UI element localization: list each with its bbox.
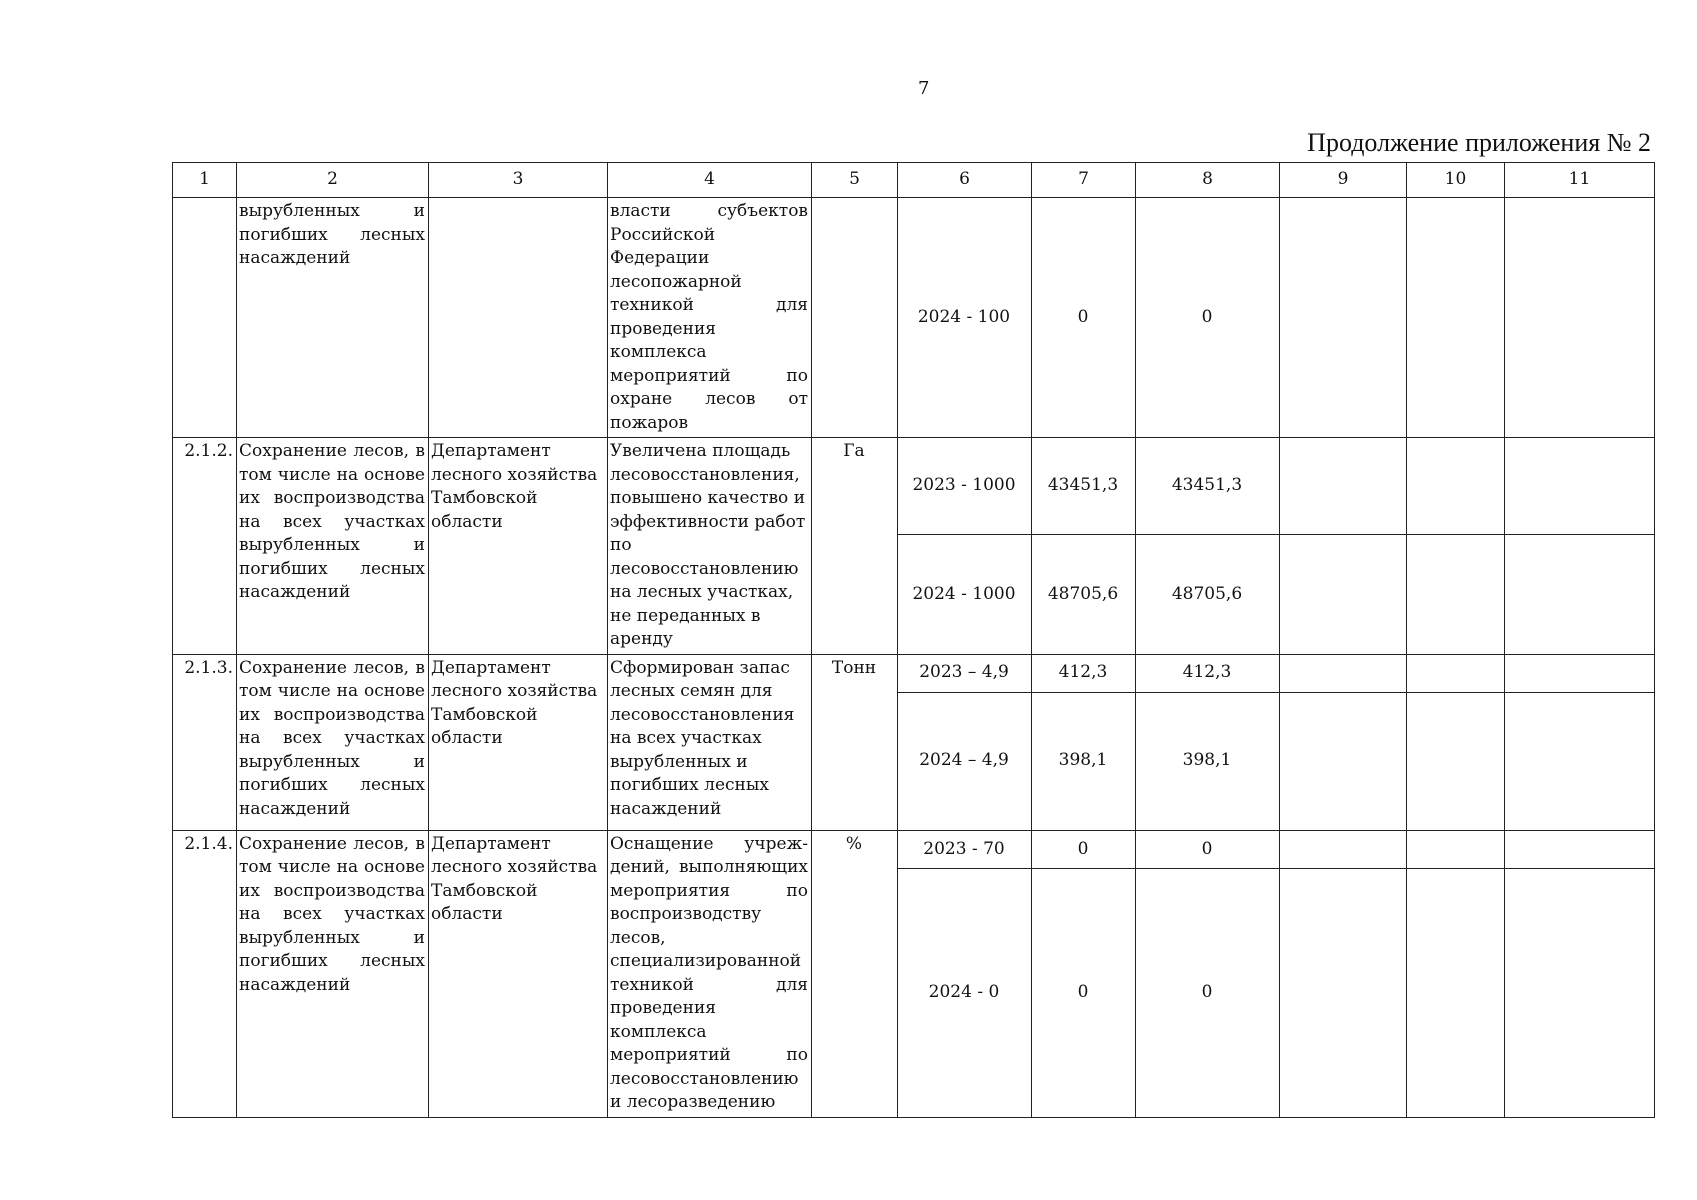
row-col11 bbox=[1505, 535, 1655, 654]
row-col10 bbox=[1407, 869, 1505, 1117]
table-row bbox=[173, 438, 1655, 535]
row-result: Сформирован запас лесных семян для лесовосстановления на всех участках вырубленных и погибших лесных насаждений bbox=[608, 654, 812, 830]
row-col8: 0 bbox=[1136, 869, 1280, 1117]
row-col10 bbox=[1407, 438, 1505, 535]
row-col9 bbox=[1280, 869, 1407, 1117]
row-col7: 0 bbox=[1032, 869, 1136, 1117]
row-col9 bbox=[1280, 654, 1407, 692]
row-col8: 398,1 bbox=[1136, 692, 1280, 830]
row-unit: Тонн bbox=[812, 654, 898, 830]
row-plan: 2023 - 1000 bbox=[898, 438, 1032, 535]
row-col11 bbox=[1505, 692, 1655, 830]
row-executor bbox=[429, 198, 608, 438]
row-unit bbox=[812, 198, 898, 438]
row-result: власти субъектов Российской Федерации лесопожарной техникой для проведения комплекса мероприятий по охране лесов от пожаров bbox=[608, 198, 812, 438]
row-col9 bbox=[1280, 692, 1407, 830]
row-col8: 0 bbox=[1136, 198, 1280, 438]
row-col8: 412,3 bbox=[1136, 654, 1280, 692]
row-col10 bbox=[1407, 654, 1505, 692]
row-result: Увеличена площадь лесовосстановления, повышено качество и эффективности работ по лесовосстановлению на лесных участках, не переданных в аренду bbox=[608, 438, 812, 655]
indicators-table bbox=[172, 162, 1655, 1118]
row-col10 bbox=[1407, 198, 1505, 438]
table-row bbox=[173, 830, 1655, 869]
header-cell: 7 bbox=[1032, 163, 1136, 198]
row-code: 2.1.3. bbox=[173, 654, 237, 830]
row-col9 bbox=[1280, 535, 1407, 654]
row-col7: 48705,6 bbox=[1032, 535, 1136, 654]
header-cell: 2 bbox=[237, 163, 429, 198]
header-cell: 6 bbox=[898, 163, 1032, 198]
header-cell: 3 bbox=[429, 163, 608, 198]
row-col7: 0 bbox=[1032, 830, 1136, 869]
row-code: 2.1.4. bbox=[173, 830, 237, 1117]
row-col10 bbox=[1407, 692, 1505, 830]
header-cell: 10 bbox=[1407, 163, 1505, 198]
header-cell: 4 bbox=[608, 163, 812, 198]
row-col8: 0 bbox=[1136, 830, 1280, 869]
row-unit: % bbox=[812, 830, 898, 1117]
row-col11 bbox=[1505, 830, 1655, 869]
row-col10 bbox=[1407, 535, 1505, 654]
row-name: Сохранение лесов, в том числе на основе их воспроизводства на всех участках вырубленных и погибших лесных насаждений bbox=[237, 830, 429, 1117]
header-cell: 8 bbox=[1136, 163, 1280, 198]
row-col11 bbox=[1505, 198, 1655, 438]
row-col10 bbox=[1407, 830, 1505, 869]
row-plan: 2024 - 0 bbox=[898, 869, 1032, 1117]
appendix-continuation-title: Продолжение приложения № 2 bbox=[1307, 128, 1651, 157]
header-cell: 5 bbox=[812, 163, 898, 198]
header-cell: 9 bbox=[1280, 163, 1407, 198]
row-col9 bbox=[1280, 198, 1407, 438]
row-col7: 398,1 bbox=[1032, 692, 1136, 830]
row-plan: 2024 - 1000 bbox=[898, 535, 1032, 654]
header-cell: 1 bbox=[173, 163, 237, 198]
table-row bbox=[173, 198, 1655, 438]
row-plan: 2023 – 4,9 bbox=[898, 654, 1032, 692]
row-col7: 0 bbox=[1032, 198, 1136, 438]
row-name: вырубленных и погибших лесных насаждений bbox=[237, 198, 429, 438]
header-cell: 11 bbox=[1505, 163, 1655, 198]
row-executor: Департамент лесного хозяйства Тамбовской области bbox=[429, 654, 608, 830]
row-col11 bbox=[1505, 438, 1655, 535]
row-executor: Департамент лесного хозяйства Тамбовской области bbox=[429, 830, 608, 1117]
row-unit: Га bbox=[812, 438, 898, 655]
row-plan: 2023 - 70 bbox=[898, 830, 1032, 869]
page-number: 7 bbox=[918, 78, 930, 99]
row-code: 2.1.2. bbox=[173, 438, 237, 655]
row-col8: 48705,6 bbox=[1136, 535, 1280, 654]
row-name: Сохранение лесов, в том числе на основе их воспроизводства на всех участках вырубленных и погибших лесных насаждений bbox=[237, 438, 429, 655]
row-col7: 412,3 bbox=[1032, 654, 1136, 692]
row-col9 bbox=[1280, 438, 1407, 535]
row-code bbox=[173, 198, 237, 438]
row-plan: 2024 – 4,9 bbox=[898, 692, 1032, 830]
row-executor: Департамент лесного хозяйства Тамбовской области bbox=[429, 438, 608, 655]
row-col7: 43451,3 bbox=[1032, 438, 1136, 535]
row-col11 bbox=[1505, 654, 1655, 692]
header-row bbox=[173, 163, 1655, 198]
row-result: Оснащение учреж-дений, выполняющих мероприятия по воспроизводству лесов, специализированной техникой для проведения комплекса мероприятий по лесовосстановлению и лесоразведению bbox=[608, 830, 812, 1117]
row-col8: 43451,3 bbox=[1136, 438, 1280, 535]
row-col9 bbox=[1280, 830, 1407, 869]
table-row bbox=[173, 654, 1655, 692]
row-col11 bbox=[1505, 869, 1655, 1117]
row-name: Сохранение лесов, в том числе на основе их воспроизводства на всех участках вырубленных и погибших лесных насаждений bbox=[237, 654, 429, 830]
row-plan: 2024 - 100 bbox=[898, 198, 1032, 438]
